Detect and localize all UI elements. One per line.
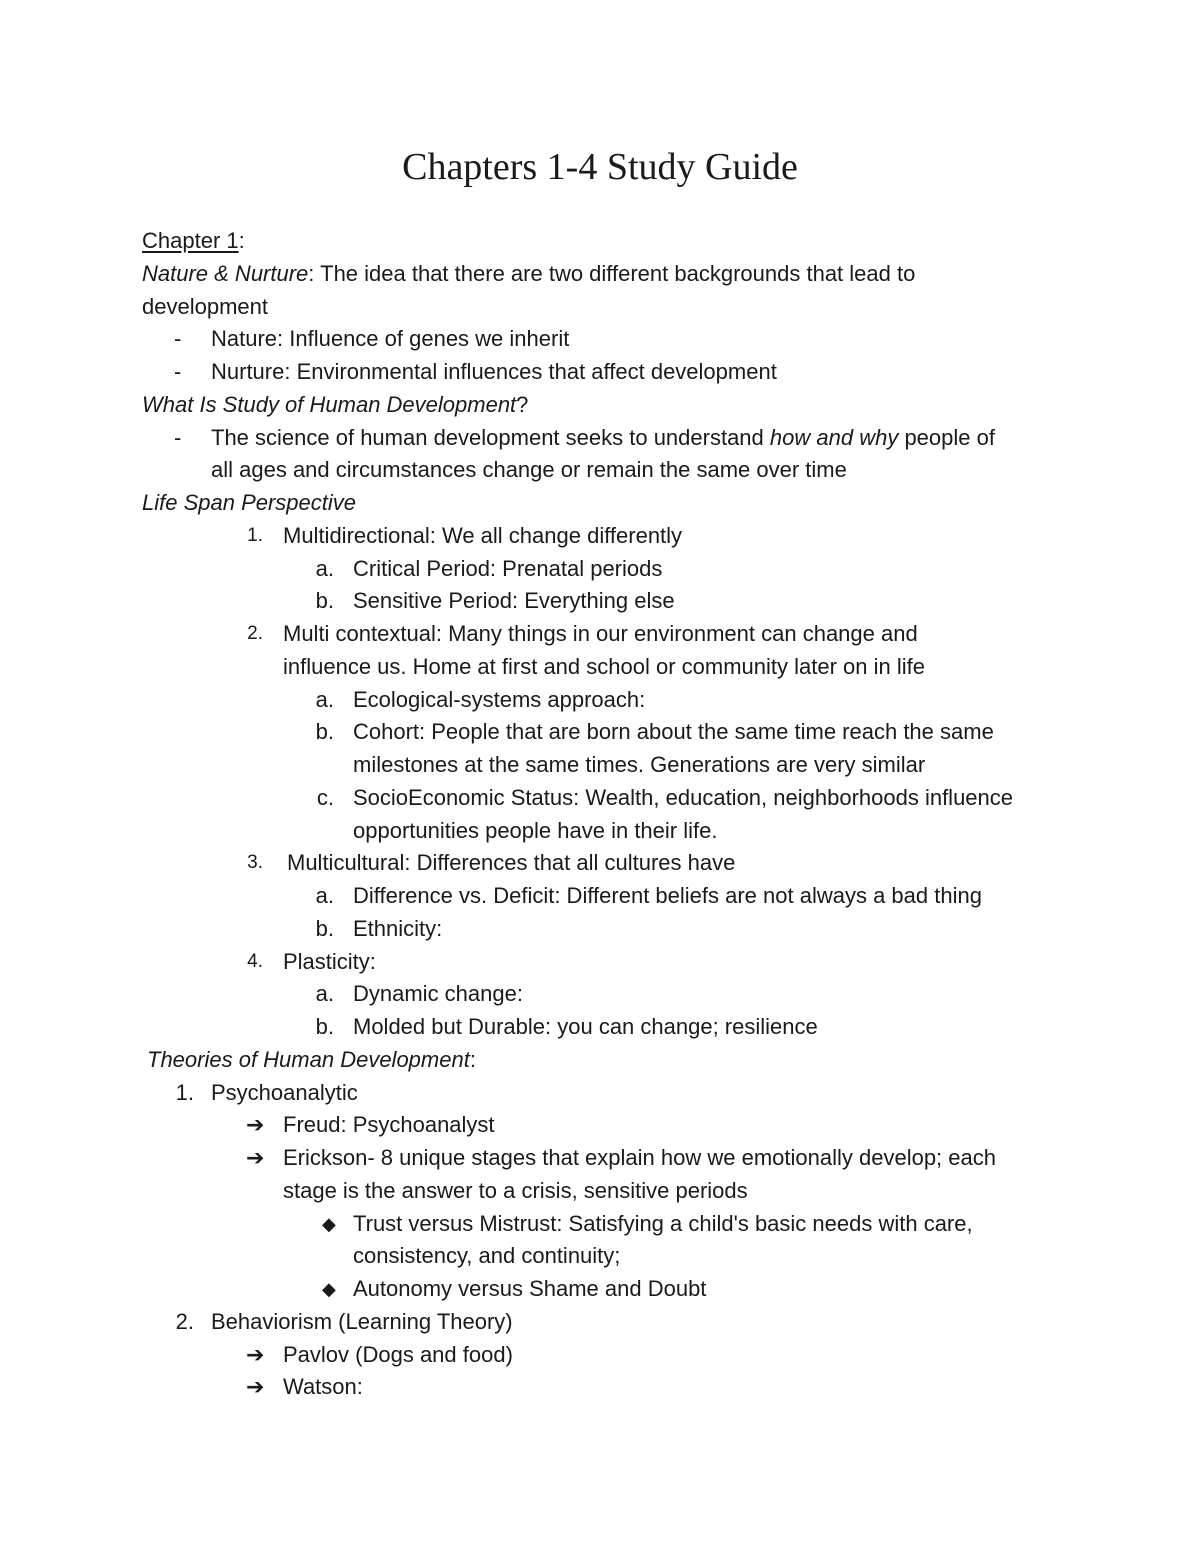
diamond-icon: ◆ [322, 1213, 336, 1234]
item-number: 3. [247, 852, 263, 874]
item-letter: c. [316, 784, 334, 810]
nature-nurture-definition: : The idea that there are two different backgrounds that lead to [308, 260, 916, 286]
arrow-item [0, 1371, 1200, 1404]
item-letter: b. [315, 1014, 334, 1039]
arrow-icon: ➔ [246, 1341, 265, 1367]
numbered-item [0, 520, 1200, 553]
dash-bullet: - [174, 326, 182, 352]
item-text: Multi contextual: Many things in our environment can change and [283, 621, 918, 646]
chapter-heading-line [0, 225, 1200, 258]
item-text-cont: consistency, and continuity; [353, 1243, 621, 1269]
numbered-item [0, 1306, 1200, 1339]
numbered-item [0, 946, 1200, 979]
diamond-item [0, 1208, 1200, 1241]
study-hd-question-mark: ? [516, 391, 529, 417]
numbered-item [0, 1077, 1200, 1110]
item-text: Sensitive Period: Everything else [353, 588, 675, 614]
lettered-item [0, 978, 1200, 1011]
arrow-item [0, 1339, 1200, 1372]
study-hd-item-cont: all ages and circumstances change or remain the same over time [211, 457, 847, 483]
document-body [0, 225, 1200, 1404]
item-text: Psychoanalytic [211, 1079, 358, 1105]
item-text: Molded but Durable: you can change; resilience [353, 1014, 818, 1039]
item-text: Dynamic change: [353, 981, 523, 1007]
item-text: Trust versus Mistrust: Satisfying a child's basic needs with care, [353, 1210, 973, 1236]
item-letter: a. [315, 555, 334, 581]
item-text: Freud: Psychoanalyst [283, 1112, 495, 1138]
item-text: Watson: [283, 1374, 363, 1400]
nature-nurture-definition-cont: development [142, 293, 268, 319]
item-text: Ethnicity: [353, 915, 443, 941]
study-hd-item-pre: The science of human development seeks to understand [211, 424, 770, 450]
arrow-item [0, 1142, 1200, 1175]
item-number: 1. [175, 1079, 194, 1105]
dash-bullet: - [174, 424, 182, 450]
item-text: Plasticity: [283, 948, 376, 974]
chapter-heading: Chapter 1 [142, 228, 239, 253]
item-text: Critical Period: Prenatal periods [353, 555, 663, 581]
theories-term: Theories of Human Development [147, 1046, 470, 1072]
page-title: Chapters 1-4 Study Guide [402, 146, 798, 188]
item-letter: a. [315, 981, 334, 1007]
arrow-icon: ➔ [246, 1112, 265, 1138]
numbered-item [0, 847, 1200, 880]
item-number: 1. [247, 524, 263, 546]
arrow-item [0, 1109, 1200, 1142]
lettered-item-continuation [0, 815, 1200, 848]
item-text-cont: opportunities people have in their life. [353, 817, 718, 843]
lettered-item [0, 553, 1200, 586]
item-text-cont: influence us. Home at first and school or community later on in life [283, 653, 925, 679]
item-text: Multicultural: Differences that all cultures have [287, 850, 736, 876]
chapter-heading-colon: : [238, 228, 245, 253]
item-number: 4. [247, 950, 263, 972]
item-letter: b. [315, 588, 334, 614]
arrow-icon: ➔ [246, 1374, 265, 1400]
nature-item: Nature: Influence of genes we inherit [211, 326, 570, 352]
item-text-cont: stage is the answer to a crisis, sensitive periods [283, 1177, 748, 1203]
theories-colon: : [469, 1046, 476, 1072]
item-text: Difference vs. Deficit: Different beliefs are not always a bad thing [353, 883, 982, 908]
lettered-item [0, 585, 1200, 618]
item-text: Ecological-systems approach: [353, 686, 646, 712]
numbered-item [0, 618, 1200, 651]
item-text-cont: milestones at the same times. Generations are very similar [353, 752, 926, 777]
lettered-item [0, 782, 1200, 815]
life-span-term: Life Span Perspective [142, 490, 357, 515]
arrow-item-continuation [0, 1175, 1200, 1208]
theories-line [0, 1044, 1200, 1077]
study-hd-term: What Is Study of Human Development [142, 391, 517, 417]
item-number: 2. [175, 1308, 194, 1334]
nurture-item: Nurture: Environmental influences that affect development [211, 359, 777, 384]
item-text: Erickson- 8 unique stages that explain how we emotionally develop; each [283, 1145, 996, 1170]
arrow-icon: ➔ [246, 1145, 265, 1170]
diamond-icon: ◆ [322, 1279, 336, 1299]
item-text: Pavlov (Dogs and food) [283, 1341, 513, 1367]
item-letter: a. [315, 883, 334, 908]
study-hd-item-post: people of [898, 424, 995, 450]
lettered-item [0, 913, 1200, 946]
item-text: Autonomy versus Shame and Doubt [353, 1276, 707, 1301]
lettered-item [0, 684, 1200, 717]
list-item [0, 323, 1200, 356]
item-text: Multidirectional: We all change differently [283, 522, 683, 548]
study-hd-line [0, 389, 1200, 422]
lettered-item [0, 880, 1200, 913]
item-letter: b. [315, 719, 334, 745]
list-item [0, 356, 1200, 389]
item-text: Behaviorism (Learning Theory) [211, 1308, 513, 1334]
study-hd-item-italic: how and why [769, 424, 899, 450]
item-number: 2. [247, 623, 263, 644]
nature-nurture-continuation [0, 291, 1200, 324]
nature-nurture-term: Nature & Nurture [142, 260, 309, 286]
diamond-item-continuation [0, 1240, 1200, 1273]
lettered-item [0, 1011, 1200, 1044]
lettered-item [0, 716, 1200, 749]
item-text: Cohort: People that are born about the same time reach the same [353, 719, 994, 745]
nature-nurture-line [0, 258, 1200, 291]
life-span-line [0, 487, 1200, 520]
item-text: SocioEconomic Status: Wealth, education, neighborhoods influence [353, 784, 1014, 810]
numbered-item-continuation [0, 651, 1200, 684]
item-letter: a. [315, 686, 334, 712]
diamond-item [0, 1273, 1200, 1306]
list-item-continuation [0, 454, 1200, 487]
dash-bullet: - [174, 359, 182, 384]
item-letter: b. [315, 915, 334, 941]
lettered-item-continuation [0, 749, 1200, 782]
list-item [0, 422, 1200, 455]
